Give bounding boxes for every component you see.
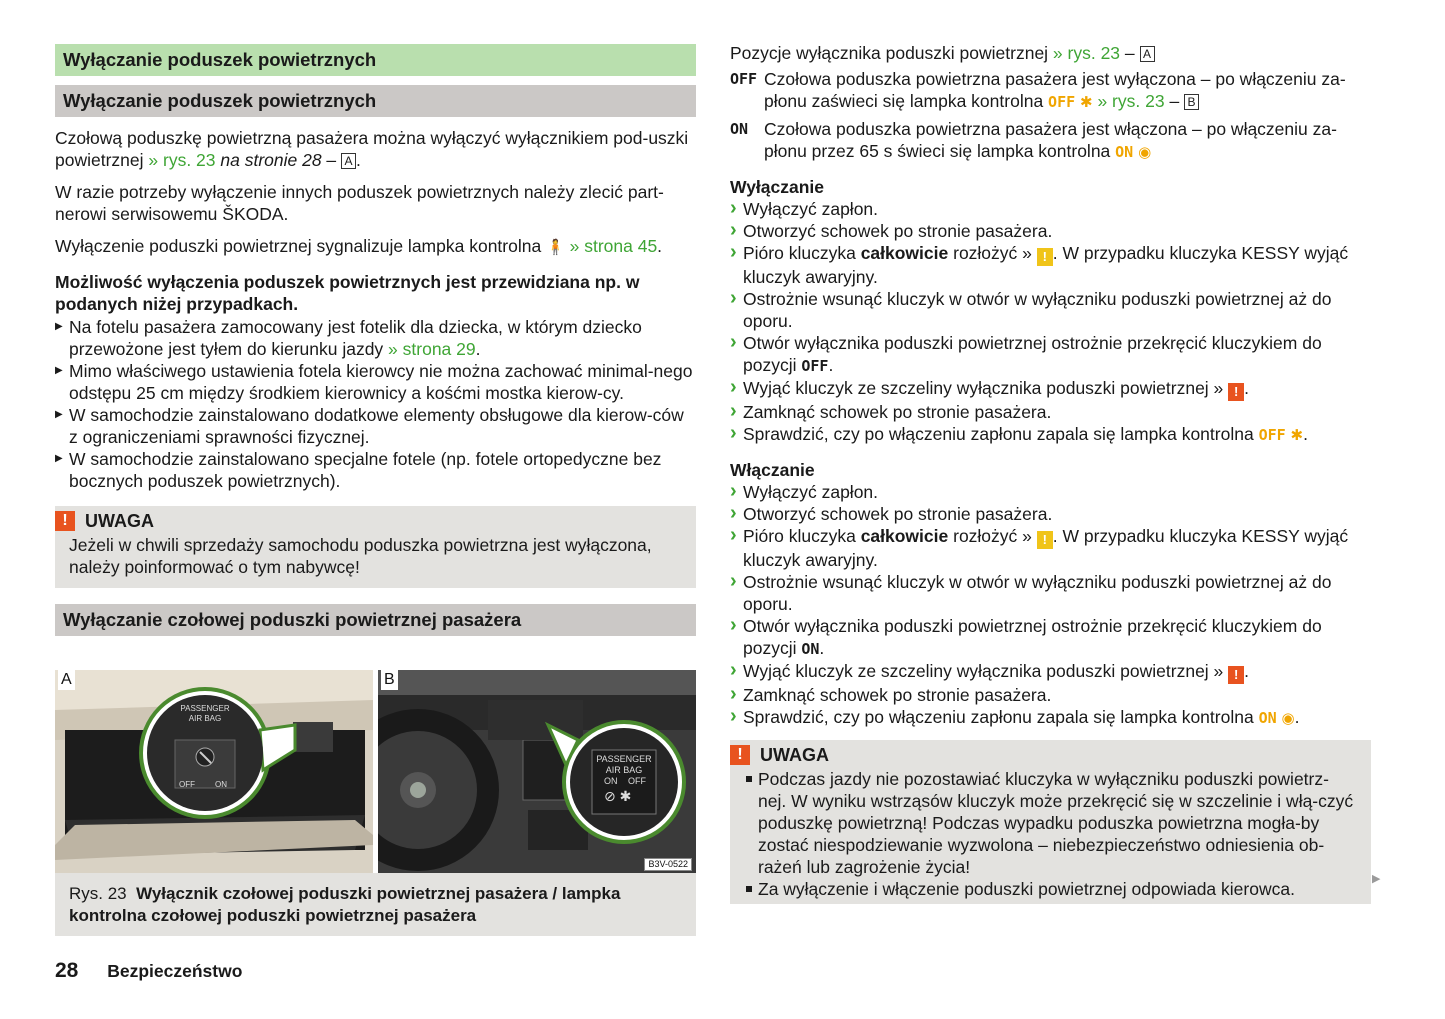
airbag-on-lamp-icon: ◉: [1281, 710, 1295, 727]
warning-small-icon: !: [1228, 383, 1244, 401]
warning-title: UWAGA: [85, 511, 154, 531]
left-column: [55, 44, 696, 636]
list-item: › Sprawdzić, czy po włączeniu zapłonu zapala się lampka kontrolna OFF ✱.: [730, 423, 1371, 447]
glovebox-illustration: [55, 670, 373, 873]
panel-b-label: B: [381, 670, 398, 690]
section-title: Wyłączanie poduszek powietrznych: [55, 44, 696, 76]
list-item: › Wyjąć kluczyk ze szczeliny wyłącznika poduszki powietrznej » ! .: [730, 377, 1371, 401]
airbag-off-icon: ⊘ ✱: [604, 788, 632, 804]
on-state-row: ON Czołowa poduszka powietrzna pasażera jest włączona – po włączeniu za-płonu przez 65 s świeci się lampka kontrolna ON ◉: [730, 118, 1371, 164]
warning-text: Jeżeli w chwili sprzedaży samochodu poduszka powietrzna jest wyłączona, należy poinformować o tym nabywcę!: [69, 535, 652, 577]
off-state-row: OFF Czołowa poduszka powietrzna pasażera jest wyłączona – po włączeniu za-płonu zaświeci się lampka kontrolna OFF ✱ » rys. 23 – B: [730, 68, 1371, 114]
paragraph-1: Czołową poduszkę powietrzną pasażera można wyłączyć wyłącznikiem pod-uszki powietrznej » rys. 23 na stronie 28 – A .: [55, 128, 689, 170]
list-item: ▶ W samochodzie zainstalowano dodatkowe elementy obsługowe dla kierow-ców z ograniczeniami sprawności fizycznej.: [55, 404, 696, 448]
subsection-title-2: Wyłączanie czołowej poduszki powietrznej pasażera: [55, 604, 696, 636]
list-item: › Otwór wyłącznika poduszki powietrznej ostrożnie przekręcić kluczykiem do pozycji OFF.: [730, 332, 1371, 377]
list-item: › Sprawdzić, czy po włączeniu zapłonu zapala się lampka kontrolna ON ◉.: [730, 706, 1371, 730]
list-item: › Wyjąć kluczyk ze szczeliny wyłącznika poduszki powietrznej » ! .: [730, 660, 1371, 684]
airbag-on-lamp-icon: ◉: [1138, 144, 1152, 161]
list-item: › Pióro kluczyka całkowicie rozłożyć » ! . W przypadku kluczyka KESSY wyjąć kluczyk awaryjny.: [730, 525, 1371, 571]
link-fig23-b[interactable]: » rys. 23: [1092, 91, 1165, 111]
off-heading: Wyłączanie: [730, 177, 825, 197]
airbag-off-lamp-icon: ✱: [1290, 427, 1304, 444]
warning-box: [55, 506, 696, 588]
figure-23: [55, 670, 696, 873]
airbag-person-icon: 🧍: [546, 239, 565, 256]
list-item: ▶ Mimo właściwego ustawienia fotela kierowcy nie można zachować minimal-nego odstępu 25 cm między środkiem kierownicy a kośćmi mostka kierow-cy.: [55, 360, 696, 404]
a-on-label: ON: [215, 780, 227, 789]
warning-icon: !: [730, 745, 750, 765]
list-item: ▶ W samochodzie zainstalowano specjalne fotele (np. fotele ortopedyczne bez bocznych poduszek powietrznych).: [55, 448, 696, 492]
b-off-label: OFF: [628, 776, 646, 786]
list-item: › Wyłączyć zapłon.: [730, 198, 1371, 220]
on-steps: [730, 481, 1371, 730]
a-switch-label-2: AIR BAG: [188, 714, 222, 723]
figure-panel-a: [55, 670, 373, 873]
panel-a-label: A: [58, 670, 75, 690]
list-item: › Otwór wyłącznika poduszki powietrznej ostrożnie przekręcić kluczykiem do pozycji ON.: [730, 615, 1371, 660]
caution-icon: !: [1037, 248, 1053, 266]
off-lamp: OFF: [1048, 93, 1076, 111]
link-page29[interactable]: » strona 29: [388, 339, 476, 359]
b-switch-label-2: AIR BAG: [605, 765, 643, 775]
warning-item: Podczas jazdy nie pozostawiać kluczyka w wyłączniku poduszki powietrz-nej. W wyniku wstrząsów kluczyk może przekręcić się w szczelinie i włą-czyć poduszkę powietrzną! Podczas wypadku poduszka powietrzna mogła-by zostać niespodziewanie wyzwolona – niebezpieczeństwo odniesienia ob-rażeń lub zagrożenie życia!: [744, 768, 1355, 878]
b-on-label: ON: [604, 776, 618, 786]
list-item: › Zamknąć schowek po stronie pasażera.: [730, 684, 1371, 706]
link-page45[interactable]: » strona 45: [564, 236, 658, 256]
list-item: › Pióro kluczyka całkowicie rozłożyć » ! . W przypadku kluczyka KESSY wyjąć kluczyk awaryjny.: [730, 242, 1371, 288]
warning-small-icon: !: [1228, 666, 1244, 684]
list-item: › Otworzyć schowek po stronie pasażera.: [730, 220, 1371, 242]
page-footer: [55, 960, 242, 982]
paragraph-2: W razie potrzeby wyłączenie innych poduszek powietrznych należy zlecić part-nerowi serwisowemu ŠKODA.: [55, 182, 664, 224]
subsection-title: Wyłączanie poduszek powietrznych: [55, 85, 696, 117]
list-item: › Zamknąć schowek po stronie pasażera.: [730, 401, 1371, 423]
figure-box-a: A: [341, 153, 356, 169]
list-item: › Ostrożnie wsunąć kluczyk w otwór w wyłączniku poduszki powietrznej aż do oporu.: [730, 288, 1371, 332]
bold-paragraph: Możliwość wyłączenia poduszek powietrznych jest przewidziana np. w podanych niżej przypadkach.: [55, 272, 640, 314]
cases-list: [55, 316, 696, 492]
warning-icon: !: [55, 511, 75, 531]
next-page-icon: ▶: [1372, 873, 1381, 885]
warning-title: UWAGA: [760, 745, 829, 765]
list-item: ▶ Na fotelu pasażera zamocowany jest fotelik dla dziecka, w którym dziecko przewożone jest tyłem do kierunku jazdy » strona 29.: [55, 316, 696, 360]
list-item: › Wyłączyć zapłon.: [730, 481, 1371, 503]
positions-line: Pozycje wyłącznika poduszki powietrznej » rys. 23 – A: [730, 42, 1371, 64]
figure-panel-b: [378, 670, 696, 873]
on-heading: Włączanie: [730, 460, 815, 480]
a-switch-label-1: PASSENGER: [180, 704, 230, 713]
caution-icon: !: [1037, 531, 1053, 549]
list-item: › Ostrożnie wsunąć kluczyk w otwór w wyłączniku poduszki powietrznej aż do oporu.: [730, 571, 1371, 615]
warning-box-2: [730, 740, 1371, 904]
b-switch-label-1: PASSENGER: [596, 754, 652, 764]
link-fig23-pos[interactable]: » rys. 23: [1052, 43, 1121, 63]
a-off-label: OFF: [179, 780, 195, 789]
off-label: OFF: [730, 70, 758, 88]
footer-title: Bezpieczeństwo: [107, 961, 243, 981]
off-steps: [730, 198, 1371, 447]
figure-code: B3V-0522: [644, 858, 692, 871]
link-fig23[interactable]: » rys. 23: [148, 150, 216, 170]
right-column: [730, 42, 1371, 904]
on-label: ON: [730, 120, 749, 138]
list-item: › Otworzyć schowek po stronie pasażera.: [730, 503, 1371, 525]
figure-caption: Rys. 23 Wyłącznik czołowej poduszki powietrznej pasażera / lampka kontrolna czołowej poduszki powietrznej pasażera: [55, 873, 696, 936]
paragraph-3: Wyłączenie poduszki powietrznej sygnalizuje lampka kontrolna 🧍 » strona 45.: [55, 236, 663, 256]
on-lamp: ON: [1115, 143, 1134, 161]
page-number: 28: [55, 959, 79, 982]
airbag-off-lamp-icon: ✱: [1080, 94, 1093, 111]
warning-item: Za wyłączenie i włączenie poduszki powietrznej odpowiada kierowca.: [744, 878, 1355, 900]
